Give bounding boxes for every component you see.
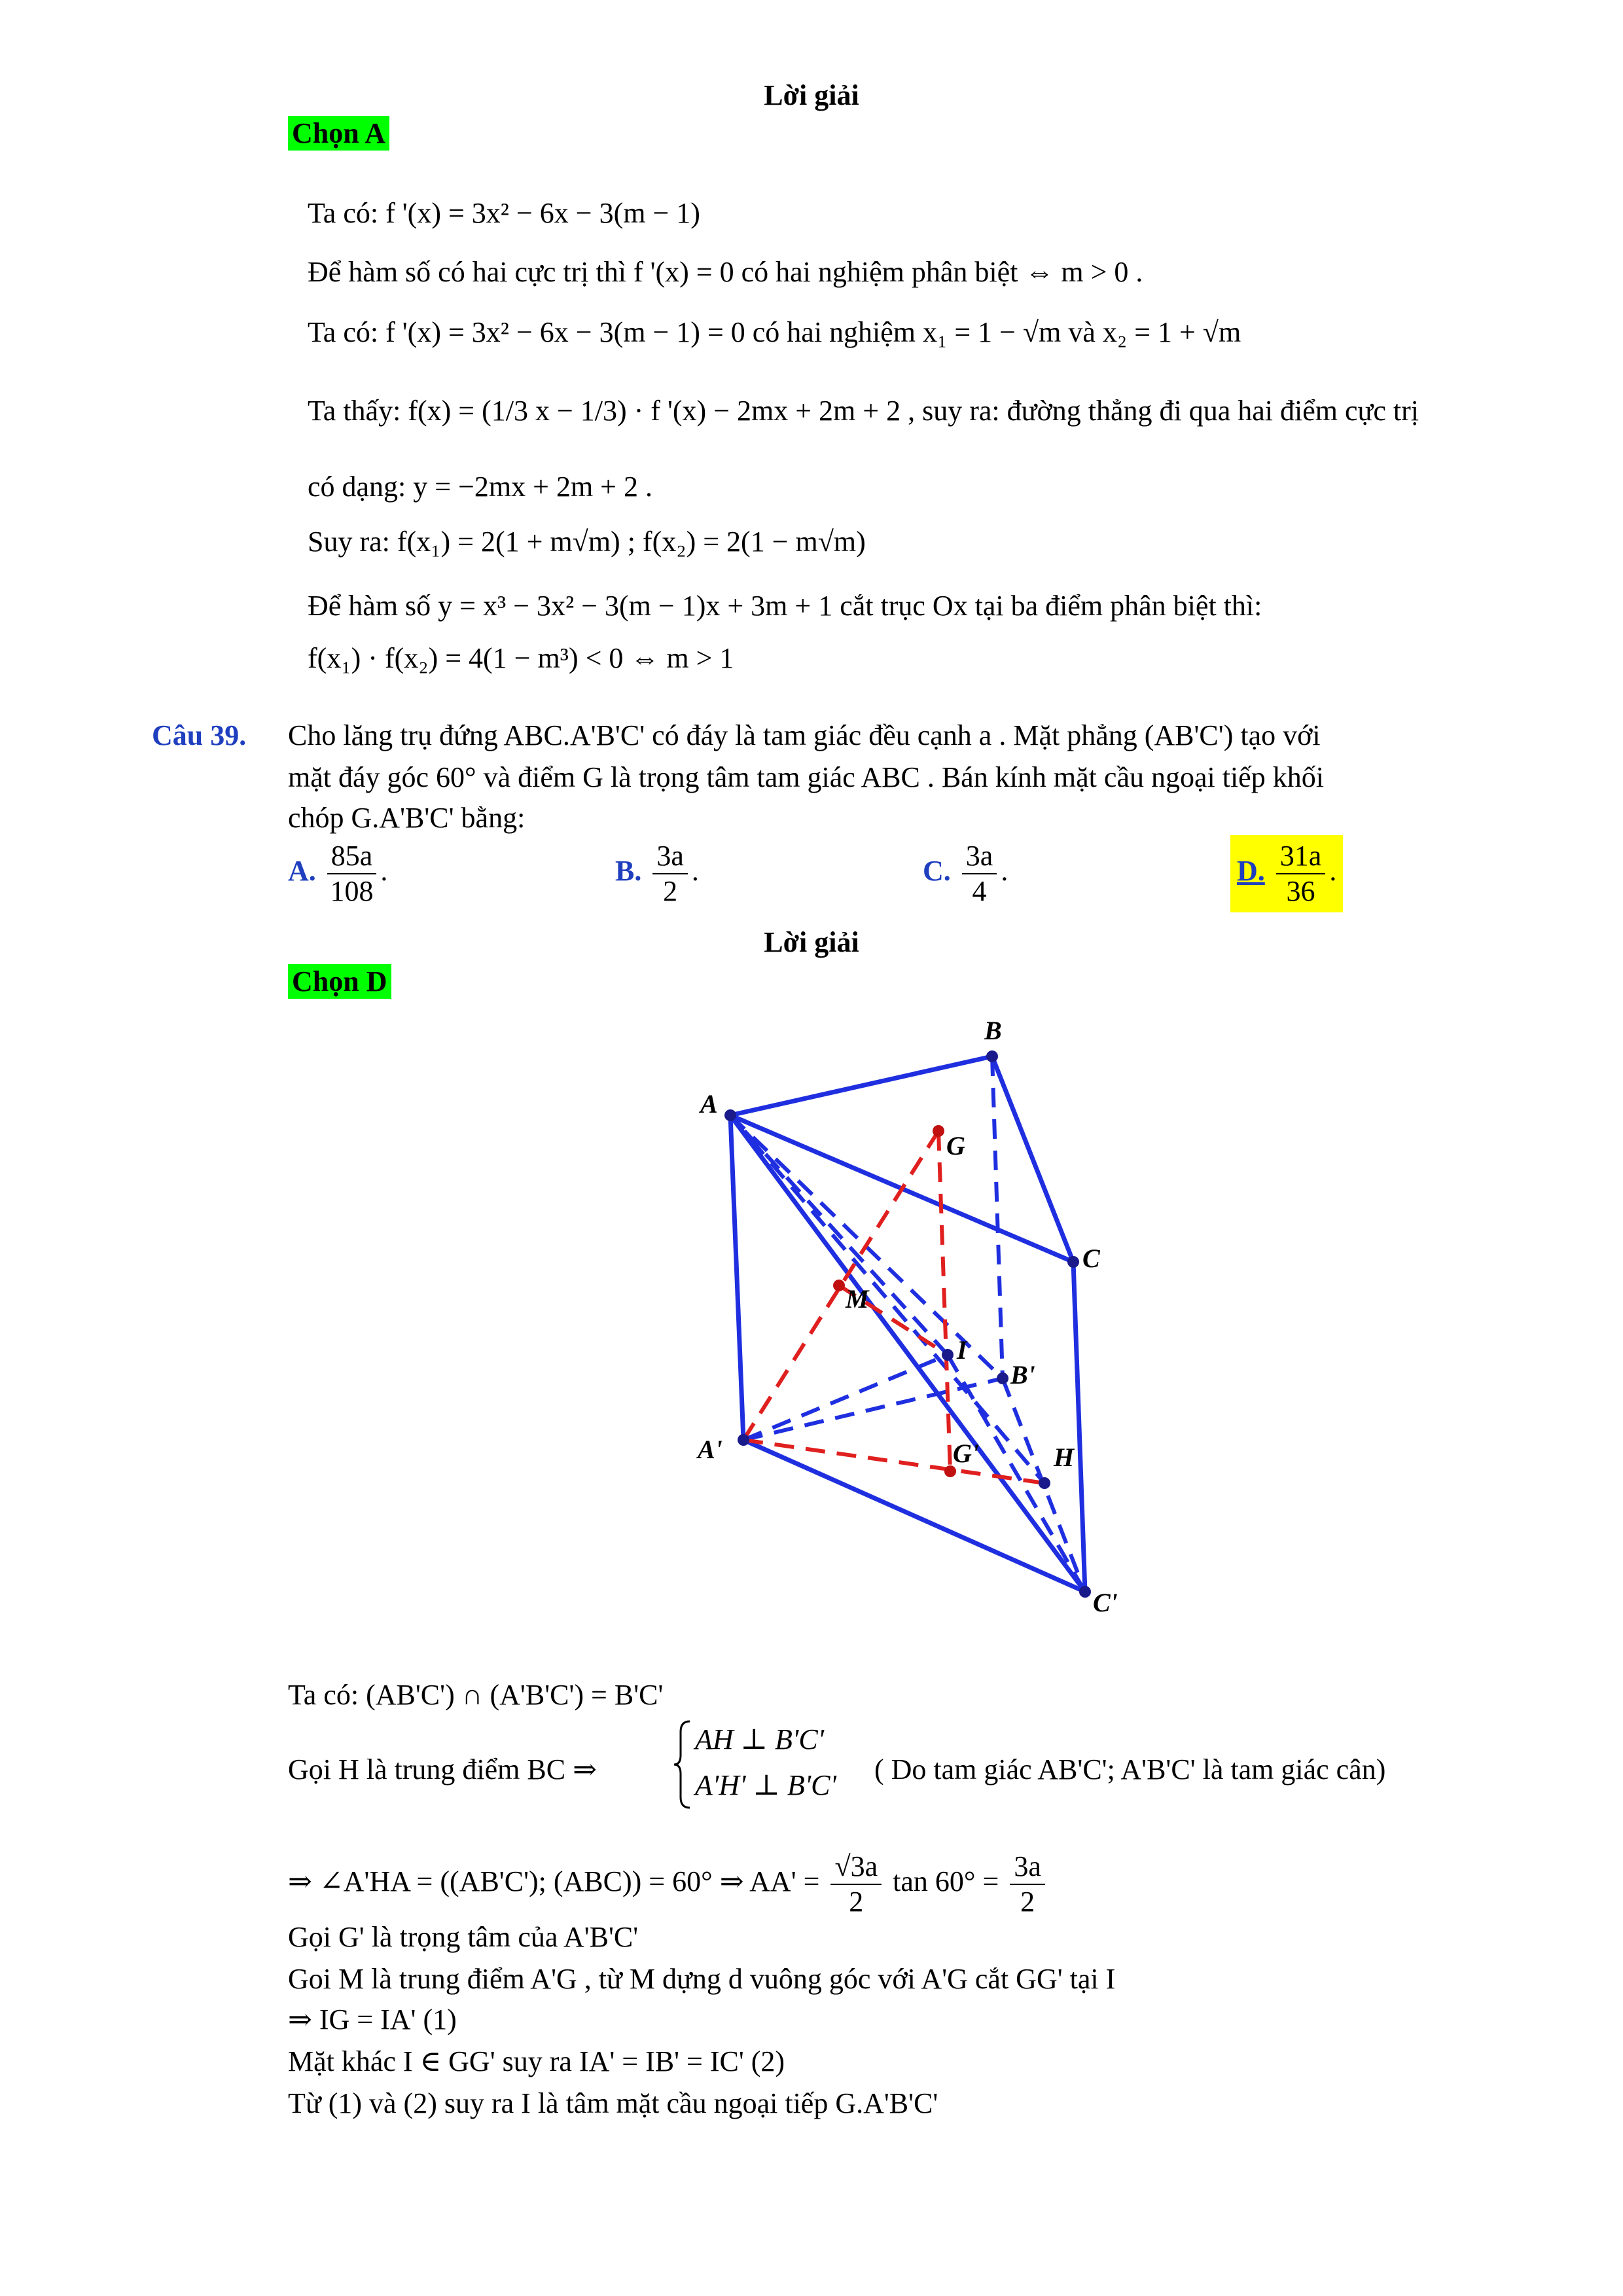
- point-H: [1039, 1477, 1050, 1489]
- edge-AA1: [730, 1115, 743, 1440]
- system-brace: [673, 1719, 692, 1810]
- point-A: [724, 1109, 736, 1121]
- label-A: A: [700, 1089, 718, 1119]
- option-c-label: C.: [923, 855, 951, 888]
- point-C: [1067, 1256, 1079, 1268]
- sol-line-5: Gọi G' là trọng tâm của A'B'C': [288, 1921, 639, 1953]
- label-I: I: [957, 1335, 967, 1365]
- option-c: C. $\frac{3a}{4}$ .: [923, 840, 1008, 907]
- sol-line-6: Goi M là trung điểm A'G , từ M dựng d vuông góc với A'G cắt GG' tại I: [288, 1963, 1116, 1995]
- p1-line-8: f(x₁) · f(x₂) = 4(1 − m³) < 0 ⇔ m > 1: [308, 642, 734, 674]
- edge-CC1: [1073, 1262, 1085, 1592]
- label-B1: B': [1010, 1360, 1035, 1390]
- sol-system-2: A'H' ⊥ B'C': [695, 1769, 836, 1801]
- sol-line-7: ⇒ IG = IA' (1): [288, 2003, 457, 2036]
- sol-line-4: ⇒ ∠A'HA = ((AB'C'); (ABC)) = 60° ⇒ AA' = $\frac{√3a}{2}$ tan 60° = $\frac{3a}{2}$: [288, 1850, 1049, 1919]
- p1-line-1: Ta có: f '(x) = 3x² − 6x − 3(m − 1): [308, 197, 700, 229]
- edge-AH: [730, 1115, 1044, 1483]
- label-G: G: [946, 1131, 965, 1160]
- option-a-num: 85a: [327, 839, 377, 874]
- label-A1: A': [698, 1435, 722, 1464]
- option-c-den: 4: [972, 875, 987, 907]
- point-B: [986, 1050, 998, 1062]
- p1-line-7: Để hàm số y = x³ − 3x² − 3(m − 1)x + 3m + 1 cắt trục Ox tại ba điểm phân biệt thì:: [308, 590, 1262, 622]
- option-a-den: 108: [330, 875, 374, 907]
- option-b: B. $\frac{3a}{2}$ .: [615, 840, 699, 907]
- p1-line-2: Để hàm số có hai cực trị thì f '(x) = 0 có hai nghiệm phân biệt ⇔ m > 0 .: [308, 256, 1143, 288]
- solution-title-1: Lời giải: [764, 79, 859, 111]
- edge-AC1: [730, 1115, 1085, 1592]
- p1-line-3: Ta có: f '(x) = 3x² − 6x − 3(m − 1) = 0 có hai nghiệm x₁ = 1 − √m và x₂ = 1 + √m: [308, 316, 1241, 348]
- question-line-3: chóp G.A'B'C' bằng:: [288, 802, 526, 834]
- label-C: C: [1082, 1244, 1100, 1273]
- sol-line-8: Mặt khác I ∈ GG' suy ra IA' = IB' = IC' (2): [288, 2045, 785, 2077]
- solution-title-2: Lời giải: [764, 926, 859, 958]
- option-b-num: 3a: [652, 839, 688, 874]
- option-d: D. $\frac{31a}{36}$ .: [1230, 835, 1343, 912]
- edge-GG1: [938, 1131, 950, 1471]
- option-a: A. $\frac{85a}{108}$ .: [288, 840, 388, 907]
- choice-label-1: Chọn A: [288, 115, 389, 152]
- sol-line-1: Ta có: (AB'C') ∩ (A'B'C') = B'C': [288, 1679, 664, 1711]
- sol-line-2: Gọi H là trung điểm BC ⇒: [288, 1753, 597, 1785]
- sol-line-3: ( Do tam giác AB'C'; A'B'C' là tam giác cân): [874, 1753, 1386, 1785]
- option-c-num: 3a: [962, 839, 997, 874]
- question-line-2: mặt đáy góc 60° và điểm G là trọng tâm tam giác ABC . Bán kính mặt cầu ngoại tiếp khối: [288, 761, 1324, 793]
- choice-label-2: Chọn D: [288, 963, 391, 1000]
- point-A1: [738, 1434, 749, 1446]
- option-d-num: 31a: [1276, 839, 1326, 874]
- question-label: Câu 39.: [152, 719, 247, 751]
- sol-system-1: AH ⊥ B'C': [695, 1723, 825, 1755]
- edge-BB1: [992, 1056, 1003, 1378]
- question-line-1: Cho lăng trụ đứng ABC.A'B'C' có đáy là tam giác đều cạnh a . Mặt phẳng (AB'C') tạo với: [288, 719, 1321, 751]
- point-I: [942, 1349, 954, 1361]
- p1-line-4: Ta thấy: f(x) = (1/3 x − 1/3) · f '(x) − 2mx + 2m + 2 , suy ra: đường thẳng đi qua hai điểm cực trị: [308, 395, 1419, 427]
- point-C1: [1079, 1586, 1091, 1598]
- point-G: [933, 1125, 944, 1137]
- option-b-label: B.: [615, 855, 642, 888]
- label-H: H: [1054, 1443, 1075, 1472]
- label-M: M: [846, 1284, 869, 1314]
- point-B1: [997, 1372, 1008, 1384]
- label-G1: G': [953, 1439, 979, 1468]
- option-a-label: A.: [288, 855, 316, 888]
- edge-AB: [730, 1056, 992, 1115]
- label-B: B: [984, 1016, 1002, 1045]
- option-d-den: 36: [1286, 875, 1315, 907]
- option-b-den: 2: [663, 875, 678, 907]
- option-d-label: D.: [1237, 855, 1265, 888]
- p1-line-6: Suy ra: f(x₁) = 2(1 + m√m) ; f(x₂) = 2(1 − m√m): [308, 526, 866, 558]
- sol-line-9: Từ (1) và (2) suy ra I là tâm mặt cầu ngoại tiếp G.A'B'C': [288, 2087, 938, 2119]
- p1-line-5: có dạng: y = −2mx + 2m + 2 .: [308, 471, 652, 503]
- point-M: [833, 1280, 845, 1291]
- label-C1: C': [1093, 1588, 1118, 1617]
